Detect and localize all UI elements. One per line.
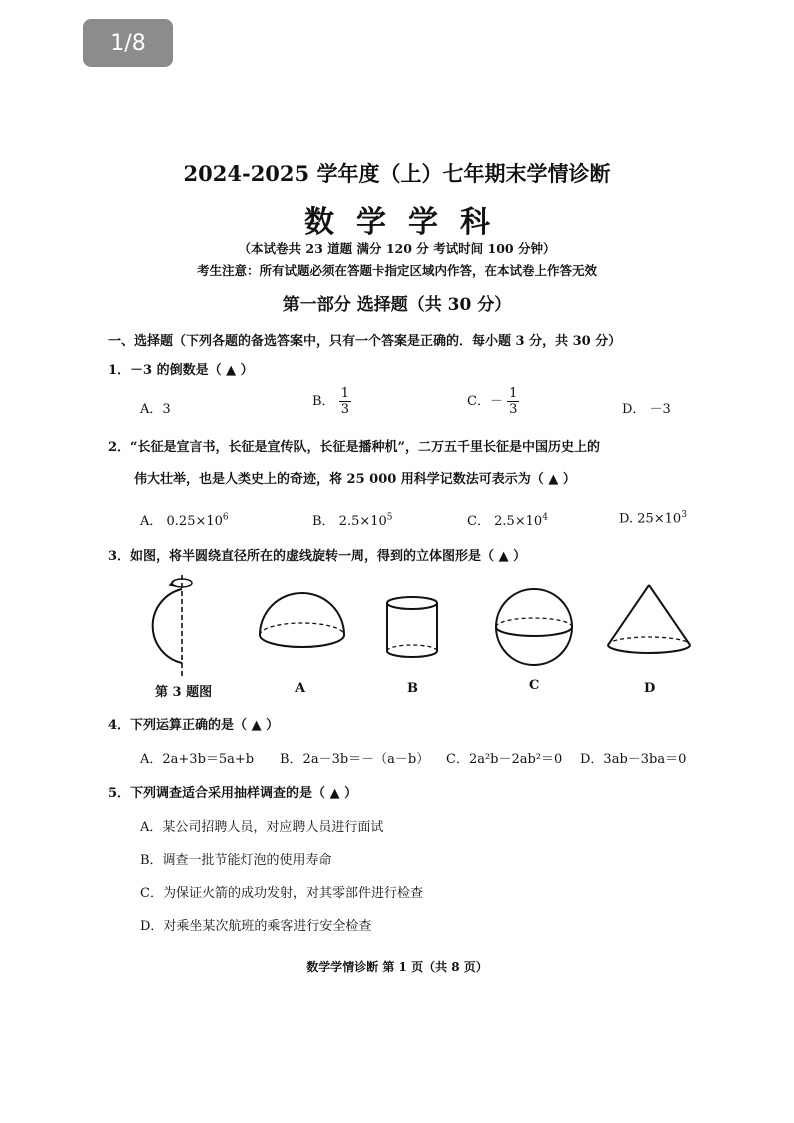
exam-info: （本试卷共 23 道题 满分 120 分 考试时间 100 分钟） bbox=[238, 241, 556, 256]
q2-option-b bbox=[312, 510, 393, 529]
q1-option-b-fraction bbox=[339, 386, 351, 417]
q2-option-b-exponent: 5 bbox=[386, 512, 393, 523]
q1-option-a: A．3 bbox=[140, 402, 171, 417]
part-heading: 第一部分 选择题（共 30 分） bbox=[282, 295, 512, 315]
q4-option-a: A．2a+3b＝5a+b bbox=[140, 752, 255, 767]
q3-stem: 3．如图，将半圆绕直径所在的虚线旋转一周，得到的立体图形是（ ▲ ） bbox=[108, 549, 527, 564]
q5-option-c: C．为保证火箭的成功发射，对其零部件进行检查 bbox=[140, 886, 423, 901]
q1-option-c bbox=[467, 386, 519, 417]
q2-stem-line1: 2．“长征是宣言书，长征是宣传队，长征是播种机”，二万五千里长征是中国历史上的 bbox=[108, 440, 601, 455]
semicircle-figure bbox=[153, 575, 192, 677]
q3-figures bbox=[130, 565, 750, 680]
q4-option-c: C．2a²b－2ab²＝0 bbox=[446, 752, 563, 767]
fraction-denominator: 3 bbox=[509, 402, 518, 417]
q5-option-a: A．某公司招聘人员，对应聘人员进行面试 bbox=[140, 820, 384, 835]
q2-option-a bbox=[140, 510, 229, 529]
q5-option-b: B．调查一批节能灯泡的使用寿命 bbox=[140, 853, 332, 868]
q3-label-c: C bbox=[529, 678, 540, 693]
q2-stem-line2: 伟大壮举，也是人类史上的奇迹，将 25 000 用科学记数法可表示为（ ▲ ） bbox=[134, 472, 576, 487]
section-heading: 一、选择题（下列各题的备选答案中，只有一个答案是正确的．每小题 3 分，共 30 分） bbox=[108, 334, 622, 349]
q2-option-d-text: D. 25×10 bbox=[619, 511, 682, 527]
q3-label-b: B bbox=[407, 681, 418, 696]
fraction-numerator: 1 bbox=[340, 386, 349, 401]
exam-notice: 考生注意：所有试题必须在答题卡指定区域内作答，在本试卷上作答无效 bbox=[196, 263, 597, 278]
q2-option-a-text: A． 0.25×10 bbox=[140, 514, 223, 529]
q2-option-d bbox=[619, 510, 687, 526]
q4-option-d: D．3ab－3ba＝0 bbox=[580, 752, 687, 767]
cone-figure bbox=[608, 585, 690, 653]
q5-stem: 5．下列调查适合采用抽样调查的是（ ▲ ） bbox=[108, 786, 358, 801]
q2-option-c bbox=[467, 510, 548, 529]
q3-figure-caption: 第 3 题图 bbox=[155, 685, 213, 700]
fraction-numerator: 1 bbox=[509, 386, 518, 401]
page-footer: 数学学情诊断 第 1 页（共 8 页） bbox=[306, 960, 488, 974]
page-indicator-badge: 1/8 bbox=[83, 19, 173, 67]
q2-option-a-exponent: 6 bbox=[222, 512, 229, 523]
q5-option-d: D．对乘坐某次航班的乘客进行安全检查 bbox=[140, 919, 372, 934]
q4-option-b: B．2a－3b＝－（a－b） bbox=[280, 752, 430, 767]
sphere-figure bbox=[496, 589, 572, 665]
q1-option-c-fraction bbox=[507, 386, 519, 417]
subject-title: 数学学科 bbox=[304, 205, 512, 240]
q2-option-c-exponent: 4 bbox=[542, 512, 548, 523]
q1-stem: 1．－3 的倒数是（ ▲ ） bbox=[108, 363, 254, 378]
q2-option-b-text: B． 2.5×10 bbox=[312, 514, 387, 529]
hemisphere-figure bbox=[260, 593, 344, 647]
q4-stem: 4．下列运算正确的是（ ▲ ） bbox=[108, 718, 280, 733]
q3-label-a: A bbox=[295, 681, 306, 696]
q1-option-c-label: C．－ bbox=[467, 394, 503, 409]
q1-option-d: D． －3 bbox=[622, 402, 671, 417]
cylinder-figure bbox=[387, 597, 437, 657]
q3-label-d: D bbox=[644, 681, 656, 696]
fraction-denominator: 3 bbox=[340, 402, 349, 417]
q1-option-b-label: B． bbox=[312, 394, 335, 409]
q1-option-b bbox=[312, 386, 351, 417]
q2-option-c-text: C． 2.5×10 bbox=[467, 514, 543, 529]
exam-title: 2024-2025 学年度（上）七年期末学情诊断 bbox=[183, 161, 611, 186]
q2-option-d-exponent: 3 bbox=[681, 510, 687, 520]
